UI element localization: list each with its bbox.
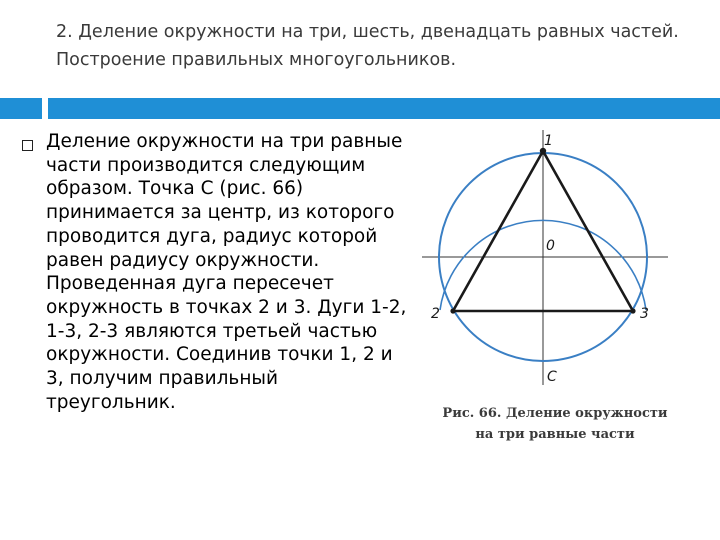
figure-caption <box>420 403 690 445</box>
label-c: С <box>547 369 557 385</box>
body-text: Деление окружности на три равные части производится следующим образом. Точка С (рис. 66) принимается за центр, из которого проводится дуга, радиус которой равен радиусу окружности. Проведенная дуга пересечет окружность в точках 2 и 3. Дуги 1-2, 1-3, 2-3 являются третьей частью окружности. Соединив точки 1, 2 и 3, получим правильный треугольник. <box>46 131 407 413</box>
caption-line-1: Рис. 66. Деление окружности <box>442 406 668 421</box>
label-center-0: 0 <box>546 238 555 254</box>
label-1: 1 <box>544 133 553 149</box>
bullet-square-icon <box>22 140 33 151</box>
accent-bar-right <box>48 98 720 119</box>
label-3: 3 <box>640 306 649 322</box>
vertex-3-dot <box>630 308 635 313</box>
label-2: 2 <box>431 306 440 322</box>
slide-title: 2. Деление окружности на три, шесть, двенадцать равных частей. Построение правильных многоугольников. <box>56 22 679 70</box>
vertex-2-dot <box>450 308 455 313</box>
caption-line-2: на три равные части <box>475 427 635 442</box>
accent-bar-left <box>0 98 42 119</box>
